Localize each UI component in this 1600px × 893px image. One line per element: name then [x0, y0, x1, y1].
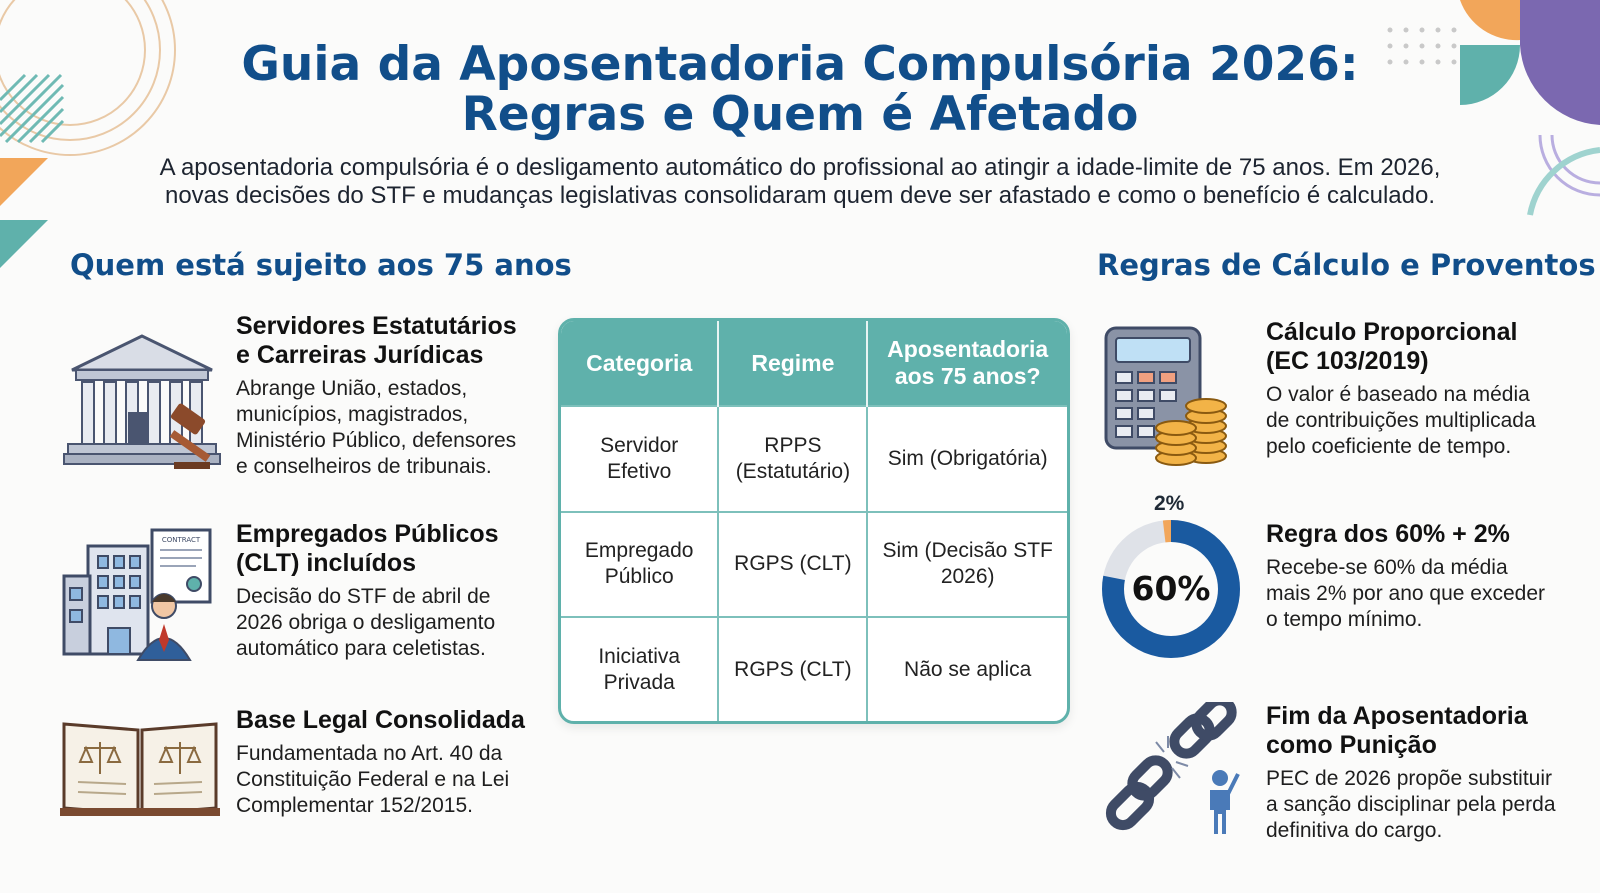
right-item-2-title: [1266, 520, 1566, 549]
table-cell: Iniciativa Privada: [561, 617, 718, 721]
right-item-3-title: [1266, 702, 1566, 760]
law-book-scales-icon: [60, 718, 220, 818]
office-contract-worker-icon: [60, 528, 220, 668]
right-item-3-title-l2: como Punição: [1266, 731, 1437, 759]
left-item-2-title-l2: (CLT) incluídos: [236, 549, 417, 577]
right-item-1-title: [1266, 318, 1566, 376]
table-cell: Não se aplica: [867, 617, 1067, 721]
right-item-2-text: Recebe-se 60% da média mais 2% por ano que exceder o tempo mínimo.: [1266, 556, 1545, 631]
left-item-2: [236, 520, 536, 662]
left-item-2-title: [236, 520, 536, 578]
table-header-row: [561, 321, 1067, 406]
calculator-coins-icon: [1102, 324, 1242, 466]
intro-text: [60, 154, 1540, 210]
right-item-2: [1266, 520, 1566, 633]
right-item-1-text: O valor é baseado na média de contribuições multiplicada pelo coeficiente de tempo.: [1266, 383, 1536, 458]
donut-top-label: 2%: [1154, 492, 1185, 515]
left-item-3-title-l1: Base Legal Consolidada: [236, 706, 525, 734]
table-row: [561, 617, 1067, 721]
table-cell: Servidor Efetivo: [561, 406, 718, 512]
left-item-3: [236, 706, 536, 819]
comparison-table: [558, 318, 1070, 724]
table-row: [561, 512, 1067, 618]
left-item-3-text: Fundamentada no Art. 40 da Constituição Federal e na Lei Complementar 152/2015.: [236, 742, 510, 817]
right-item-1-title-l1: Cálculo Proporcional: [1266, 318, 1518, 346]
table-cell: RGPS (CLT): [718, 512, 867, 618]
intro-line1: A aposentadoria compulsória é o desligamento automático do profissional ao atingir a idade-limite de 75 anos. Em 2026,: [159, 154, 1441, 181]
table-header-regime: Regime: [718, 321, 867, 406]
contract-label: CONTRACT: [161, 536, 201, 544]
page-title: [0, 37, 1600, 142]
page-title-line1: Guia da Aposentadoria Compulsória 2026:: [241, 37, 1359, 92]
right-item-1-title-l2: (EC 103/2019): [1266, 347, 1429, 375]
right-item-1: [1266, 318, 1566, 460]
left-section-title: Quem está sujeito aos 75 anos: [70, 248, 572, 282]
right-item-3-text: PEC de 2026 propõe substituir a sanção disciplinar pela perda definitiva do cargo.: [1266, 767, 1556, 842]
intro-line2: novas decisões do STF e mudanças legislativas consolidaram quem deve ser afastado e como o benefício é calculado.: [164, 182, 1436, 209]
table-cell: Empregado Público: [561, 512, 718, 618]
table-header-categoria: Categoria: [561, 321, 718, 406]
left-item-2-text: Decisão do STF de abril de 2026 obriga o desligamento automático para celetistas.: [236, 585, 496, 660]
page-title-line2: Regras e Quem é Afetado: [461, 87, 1139, 142]
table-cell: Sim (Decisão STF 2026): [867, 512, 1067, 618]
left-item-3-title: [236, 706, 536, 735]
right-item-3: [1266, 702, 1566, 844]
left-item-1-text: Abrange União, estados, municípios, magistrados, Ministério Público, defensores e conselheiros de tribunais.: [236, 377, 517, 478]
left-item-2-title-l1: Empregados Públicos: [236, 520, 499, 548]
table-header-aposentadoria: Aposentadoria aos 75 anos?: [867, 321, 1067, 406]
table-cell: RPPS (Estatutário): [718, 406, 867, 512]
right-item-3-title-l1: Fim da Aposentadoria: [1266, 702, 1528, 730]
table-cell: RGPS (CLT): [718, 617, 867, 721]
courthouse-gavel-icon: [62, 332, 222, 472]
right-item-2-title-l1: Regra dos 60% + 2%: [1266, 520, 1510, 548]
donut-chart-icon: [1100, 518, 1242, 660]
table-row: [561, 406, 1067, 512]
donut-center-label: 60%: [1131, 569, 1211, 608]
right-section-title: Regras de Cálculo e Proventos: [1097, 248, 1596, 282]
table-cell: Sim (Obrigatória): [867, 406, 1067, 512]
left-item-1-title: [236, 312, 536, 370]
left-item-1: [236, 312, 536, 480]
left-item-1-title-l1: Servidores Estatutários: [236, 312, 517, 340]
broken-chain-person-icon: [1102, 702, 1242, 842]
left-item-1-title-l2: e Carreiras Jurídicas: [236, 341, 484, 369]
